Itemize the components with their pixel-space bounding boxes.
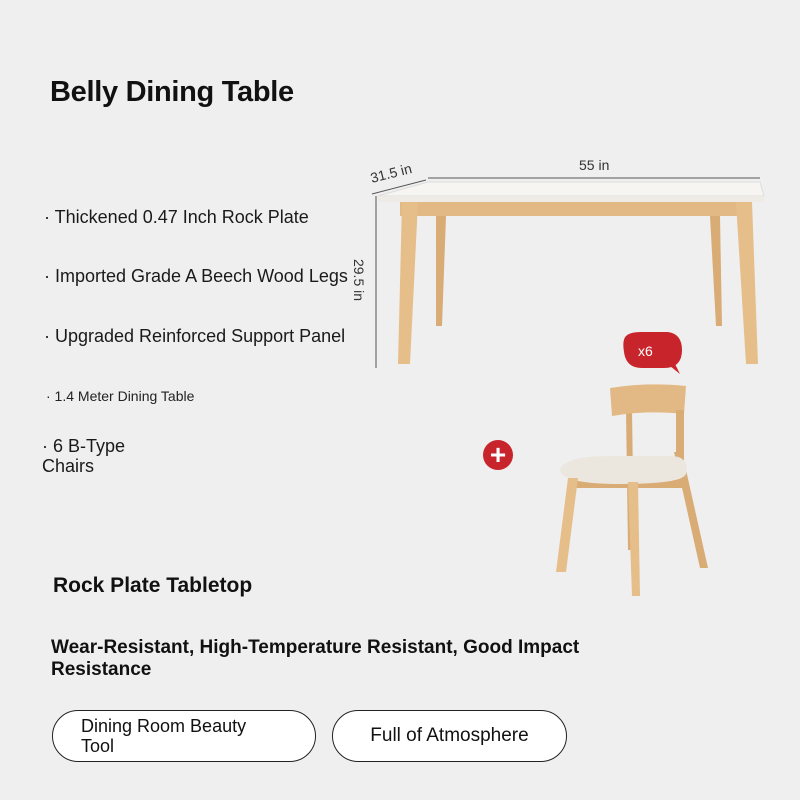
tag-label: Full of Atmosphere [370, 725, 529, 746]
feature-support-panel: · Upgraded Reinforced Support Panel [44, 326, 346, 346]
feature-table-size: · 1.4 Meter Dining Table [46, 388, 195, 404]
feature-rock-plate: · Thickened 0.47 Inch Rock Plate [44, 207, 309, 227]
chair-backrest [610, 384, 686, 416]
tag-label: Dining Room Beauty Tool [81, 716, 247, 756]
tabletop [378, 182, 764, 196]
quantity-badge [620, 330, 686, 376]
front-right-leg [736, 202, 758, 364]
table-apron [400, 202, 744, 216]
back-left-leg [436, 216, 446, 326]
chair-cushion [560, 456, 687, 484]
chair-front-left-leg [556, 478, 578, 572]
depth-label: 31.5 in [368, 160, 414, 186]
tag-dining-room-beauty [52, 710, 316, 762]
chair-image [550, 380, 720, 600]
feature-beech-legs: · Imported Grade A Beech Wood Legs [44, 266, 348, 286]
front-left-leg [398, 202, 418, 364]
tabletop-section-description: Wear-Resistant, High-Temperature Resistant, Good Impact Resistance [51, 637, 580, 680]
plus-circle-icon: + [483, 440, 513, 470]
tag-full-of-atmosphere [332, 710, 567, 762]
tabletop-section-title: Rock Plate Tabletop [53, 574, 253, 597]
width-label: 55 in [579, 157, 610, 173]
feature-chairs: · 6 B-Type Chairs [42, 436, 126, 476]
back-right-leg [710, 216, 722, 326]
tabletop-edge [378, 196, 764, 202]
quantity-badge-label: x6 [638, 343, 653, 359]
product-title: Belly Dining Table [50, 76, 294, 108]
height-label: 29.5 in [351, 258, 368, 302]
